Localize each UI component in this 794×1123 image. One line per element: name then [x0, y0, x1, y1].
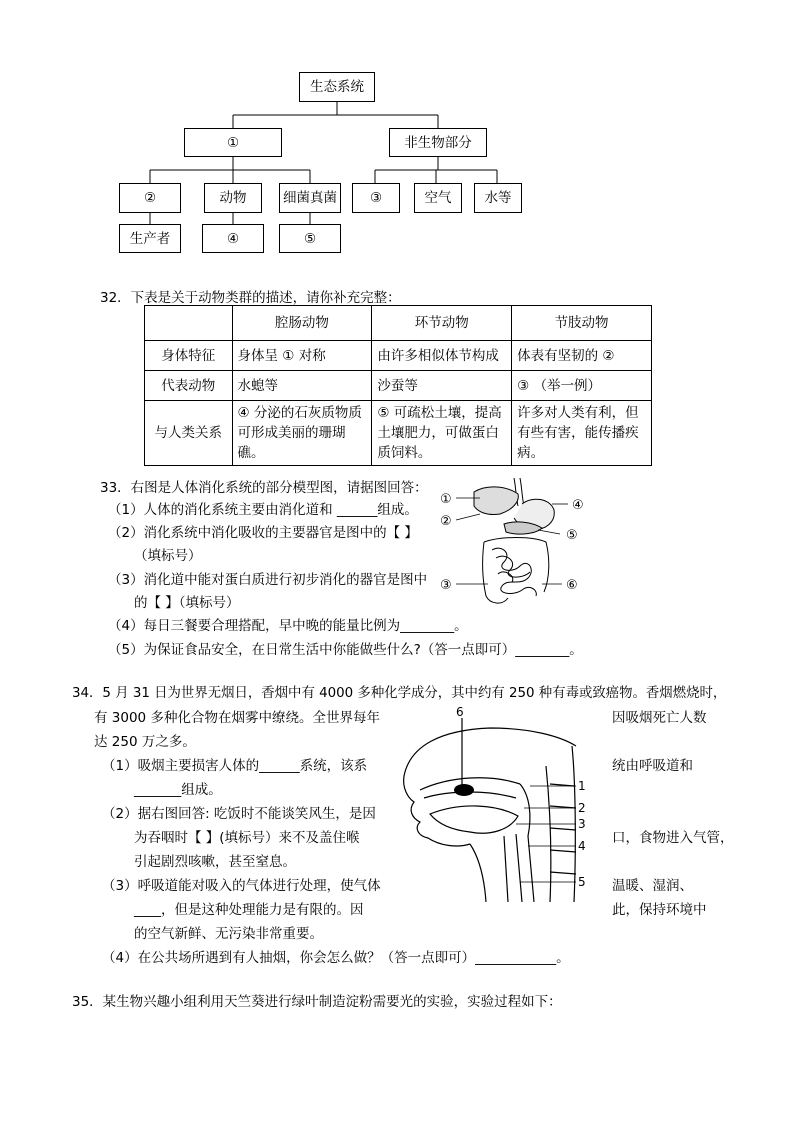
- tree-node-producer: 生产者: [119, 224, 181, 253]
- table-header-blank: [145, 306, 233, 341]
- q34-line-4b: 统由呼吸道和: [612, 758, 693, 774]
- tree-node-nonliving: 非生物部分: [389, 128, 487, 157]
- q34-line-4a: （1）吸烟主要损害人体的______系统，该系: [102, 758, 368, 774]
- digestive-system-diagram: [432, 478, 592, 613]
- table-row-label: 身体特征: [145, 341, 233, 371]
- tree-node-3: ③: [352, 183, 400, 213]
- q34-line-6a: （2）据右图回答: 吃饭时不能谈笑风生，是因: [102, 806, 376, 822]
- tree-node-2: ②: [119, 183, 181, 213]
- q34-line-10b: 此，保持环境中: [612, 902, 707, 918]
- digestive-label-2: ②: [440, 514, 452, 529]
- digestive-label-5: ⑤: [566, 528, 578, 543]
- table-cell: 身体呈 ① 对称: [232, 341, 372, 371]
- table-cell: 体表有坚韧的 ②: [512, 341, 652, 371]
- head-label-4: 4: [578, 839, 586, 853]
- tree-root: 生态系统: [299, 72, 375, 102]
- table-row-label: 与人类关系: [145, 401, 233, 466]
- digestive-label-6: ⑥: [566, 578, 578, 593]
- q33-line-2a: （2）消化系统中消化吸收的主要器官是图中的【 】: [108, 525, 418, 541]
- q34-line-10a: ____，但是这种处理能力是有限的。因: [134, 902, 364, 918]
- q34-line-11: 的空气新鲜、无污染非常重要。: [134, 926, 323, 942]
- q34-line-2a: 有 3000 多种化合物在烟雾中缭绕。全世界每年: [94, 710, 380, 726]
- q32-title: 32．下表是关于动物类群的描述，请你补充完整：: [100, 290, 401, 306]
- q33-title: 33．右图是人体消化系统的部分模型图，请据图回答：: [100, 480, 428, 496]
- table-cell: ③ （举一例）: [512, 371, 652, 401]
- q33-line-2b: （填标号）: [134, 548, 202, 564]
- head-label-3: 3: [578, 817, 586, 831]
- q33-line-5: （5）为保证食品安全，在日常生活中你能做些什么?（答一点即可）________。: [108, 642, 583, 658]
- q34-line-9b: 温暖、湿润、: [612, 878, 693, 894]
- tree-node-animal: 动物: [204, 183, 262, 213]
- q34-line-12: （4）在公共场所遇到有人抽烟，你会怎么做？（答一点即可）____________。: [102, 950, 570, 966]
- table-cell: ④ 分泌的石灰质物质可形成美丽的珊瑚礁。: [232, 401, 372, 466]
- nasal-structure-mark: [454, 784, 474, 796]
- q33-line-1: （1）人体的消化系统主要由消化道和 ______组成。: [108, 502, 418, 518]
- tree-node-1: ①: [184, 128, 282, 157]
- digestive-label-1: ①: [440, 492, 452, 507]
- tree-node-4: ④: [202, 224, 264, 253]
- q33-line-4: （4）每日三餐要合理搭配，早中晚的能量比例为________。: [108, 618, 468, 634]
- tree-node-5: ⑤: [279, 224, 341, 253]
- head-label-2: 2: [578, 801, 586, 815]
- head-cross-section-diagram: [400, 706, 600, 902]
- table-header-annelida: 环节动物: [372, 306, 512, 341]
- q35-title: 35．某生物兴趣小组利用天竺葵进行绿叶制造淀粉需要光的实验，实验过程如下：: [72, 994, 562, 1010]
- table-cell: 沙蚕等: [372, 371, 512, 401]
- q34-line-8: 引起剧烈咳嗽，甚至窒息。: [134, 854, 296, 870]
- animal-groups-table: [144, 305, 652, 466]
- q34-line-7b: 口，食物进入气管，: [612, 830, 734, 846]
- q34-line-2b: 因吸烟死亡人数: [612, 710, 707, 726]
- q34-line-5: _______组成。: [134, 782, 222, 798]
- q34-line-3: 达 250 万之多。: [94, 734, 196, 750]
- table-header-arthropoda: 节肢动物: [512, 306, 652, 341]
- table-cell: 水螅等: [232, 371, 372, 401]
- tree-node-air: 空气: [414, 183, 462, 213]
- table-cell: ⑤ 可疏松土壤，提高土壤肥力，可做蛋白质饲料。: [372, 401, 512, 466]
- table-cell: 由许多相似体节构成: [372, 341, 512, 371]
- q33-line-3a: （3）消化道中能对蛋白质进行初步消化的器官是图中: [108, 572, 428, 588]
- q34-line-7a: 为吞咽时【 】(填标号）来不及盖住喉: [134, 830, 360, 846]
- tree-node-water: 水等: [474, 183, 522, 213]
- table-row-label: 代表动物: [145, 371, 233, 401]
- q34-line-9a: （3）呼吸道能对吸入的气体进行处理，使气体: [102, 878, 381, 894]
- head-label-5: 5: [578, 875, 586, 889]
- tree-node-bacteria: 细菌真菌: [279, 183, 341, 213]
- head-label-6: 6: [456, 706, 464, 719]
- head-label-1: 1: [578, 779, 586, 793]
- digestive-label-4: ④: [572, 498, 584, 513]
- q34-line-1: 34．5 月 31 日为世界无烟日，香烟中有 4000 多种化学成分，其中约有 250 种有毒或致癌物。香烟燃烧时，: [72, 686, 727, 701]
- table-header-cnidaria: 腔肠动物: [232, 306, 372, 341]
- table-cell: 许多对人类有利，但有些有害，能传播疾病。: [512, 401, 652, 466]
- q33-line-3b: 的【 】（填标号）: [134, 595, 240, 611]
- digestive-label-3: ③: [440, 578, 452, 593]
